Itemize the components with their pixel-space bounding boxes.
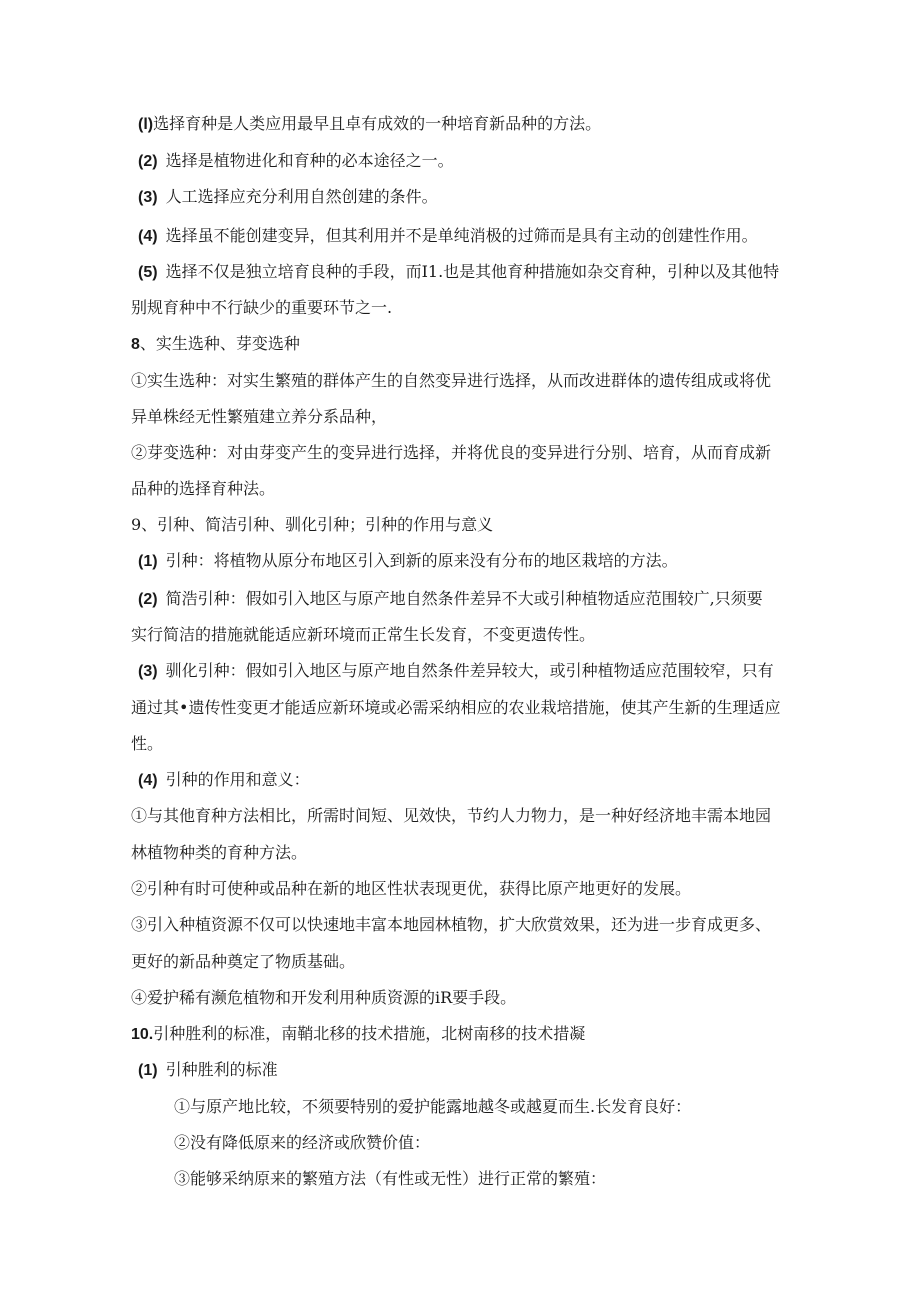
paragraph-line	[138, 661, 774, 682]
line-text: 、实生选种、芽变选种	[139, 334, 300, 353]
paragraph-line	[131, 734, 163, 754]
paragraph-line	[138, 114, 601, 135]
line-text: 通过其•遗传性变更才能适应新环境或必需采纳相应的农业栽培措施，使其产生新的生理适应	[131, 698, 781, 717]
paragraph-line	[131, 879, 691, 899]
section-number: 10.	[131, 1026, 154, 1043]
paragraph-line	[174, 1097, 691, 1117]
paragraph-line	[174, 1169, 606, 1189]
line-text: ①实生选种：对实生繁殖的群体产生的自然变异进行选择，从而改进群体的遗传组成或将优	[131, 371, 772, 390]
item-number: (l)	[138, 116, 154, 133]
paragraph-line	[131, 843, 307, 863]
item-number: (5)	[138, 264, 158, 281]
item-number: (4)	[138, 228, 158, 245]
item-number: (2)	[138, 591, 158, 608]
paragraph-line	[138, 187, 438, 208]
item-number: (1)	[138, 553, 158, 570]
section-number: 8	[131, 336, 140, 353]
paragraph-line	[131, 443, 771, 463]
paragraph-line	[138, 1060, 278, 1081]
item-number: (2)	[138, 153, 158, 170]
line-text: ②芽变选种：对由芽变产生的变异进行选择，并将优良的变异进行分别、培育，从而育成新	[131, 443, 772, 462]
section-heading	[131, 515, 493, 535]
line-text: 9、引种、简洁引种、驯化引种；引种的作用与意义	[131, 515, 494, 534]
line-text: ④爱护稀有濒危植物和开发利用种质资源的iR要手段。	[131, 988, 517, 1007]
paragraph-line	[138, 589, 763, 610]
line-text: ①与其他育种方法相比，所需时间短、见效快，节约人力物力，是一种好经济地丰需本地园	[131, 806, 772, 825]
paragraph-line	[131, 371, 771, 391]
line-text: 性。	[131, 734, 164, 753]
section-heading	[131, 334, 300, 355]
line-text: 引种胜利的标准，南鞘北移的技术措施，北树南移的技术措凝	[153, 1024, 586, 1043]
paragraph-line	[131, 625, 595, 645]
line-text: 引种胜利的标准	[165, 1060, 278, 1079]
line-text: 别规育种中不行缺少的重要环节之一.	[131, 298, 393, 317]
section-heading	[131, 1024, 585, 1045]
line-text: ③引入种植资源不仅可以快速地丰富本地园林植物，扩大欣赏效果，还为进一步育成更多、	[131, 915, 772, 934]
paragraph-line	[174, 1133, 430, 1153]
line-text: 简浩引种：假如引入地区与原产地自然条件差异不大或引种植物适应范围较广,只须要	[165, 589, 763, 608]
paragraph-line	[138, 262, 779, 283]
line-text: 驯化引种：假如引入地区与原产地自然条件差异较大，或引种植物适应范围较窄，只有	[165, 661, 774, 680]
paragraph-line	[131, 698, 780, 718]
paragraph-line	[131, 806, 771, 826]
item-number: (1)	[138, 1062, 158, 1079]
paragraph-line	[131, 479, 275, 499]
paragraph-line	[138, 551, 678, 572]
paragraph-line	[131, 952, 355, 972]
line-text: ①与原产地比较，不须要特别的爱护能露地越冬或越夏而生.长发育良好：	[174, 1097, 692, 1116]
paragraph-line	[138, 151, 454, 172]
line-text: 引种：将植物从原分布地区引入到新的原来没有分布的地区栽培的方法。	[165, 551, 678, 570]
paragraph-line	[131, 407, 387, 427]
line-text: 品种的选择育种法。	[131, 479, 276, 498]
line-text: 人工选择应充分利用自然创建的条件。	[165, 187, 438, 206]
line-text: 选择虽不能创建变异，但其利用并不是单纯消极的过筛而是具有主动的创建性作用。	[165, 226, 758, 245]
line-text: 林植物种类的育种方法。	[131, 843, 308, 862]
line-text: 选择不仅是独立培育良种的手段，而I1.也是其他育种措施如杂交育种，引种以及其他特	[165, 262, 780, 281]
line-text: ②没有降低原来的经济或欣赞价值：	[174, 1133, 431, 1152]
paragraph-line	[131, 298, 392, 318]
paragraph-line	[131, 988, 516, 1008]
line-text: 引种的作用和意义：	[165, 770, 310, 789]
line-text: 更好的新品种奠定了物质基础。	[131, 952, 356, 971]
line-text: ③能够采纳原来的繁殖方法（有性或无性）进行正常的繁殖：	[174, 1169, 607, 1188]
paragraph-line	[131, 915, 771, 935]
line-text: 实行简洁的措施就能适应新环境而正常生长发育，不变更遗传性。	[131, 625, 596, 644]
line-text: 选择育种是人类应用最早且卓有成效的一种培育新品种的方法。	[153, 114, 602, 133]
paragraph-line	[138, 226, 758, 247]
paragraph-line	[138, 770, 310, 791]
item-number: (3)	[138, 189, 158, 206]
item-number: (3)	[138, 663, 158, 680]
line-text: 异单株经无性繁殖建立养分系品种，	[131, 407, 388, 426]
item-number: (4)	[138, 772, 158, 789]
line-text: 选择是植物进化和育种的必本途径之一。	[165, 151, 454, 170]
line-text: ②引种有时可使种或品种在新的地区性状表现更优，获得比原产地更好的发展。	[131, 879, 692, 898]
